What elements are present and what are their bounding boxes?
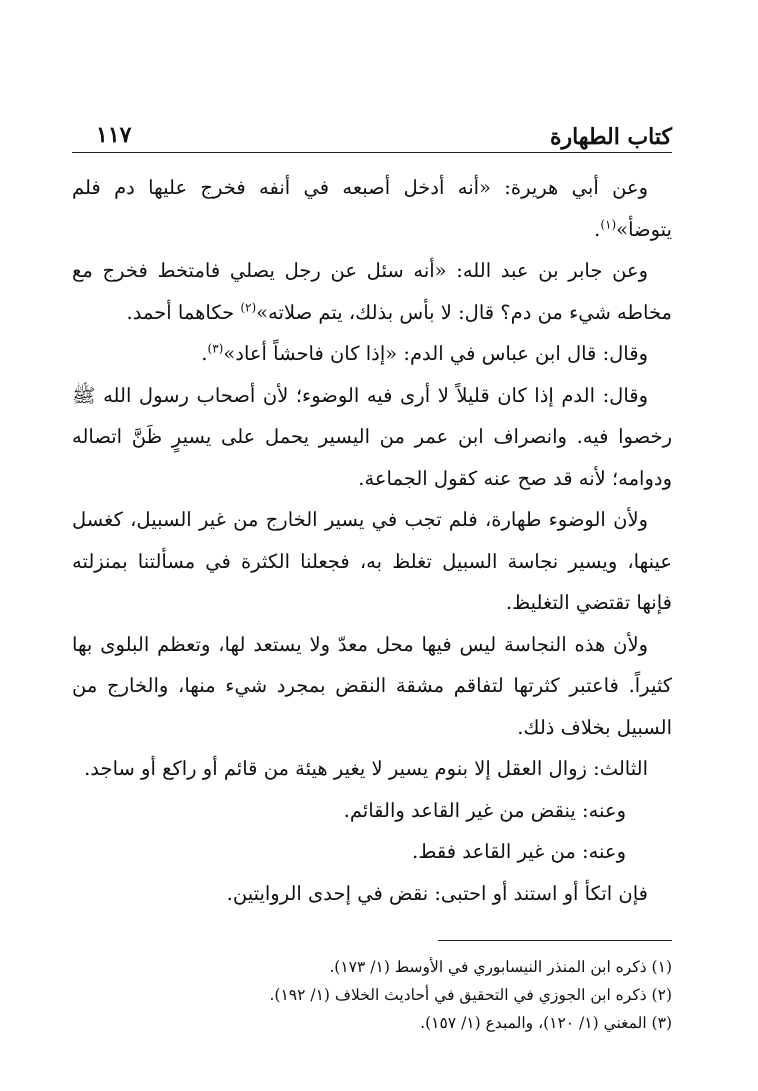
paragraph-ittika: فإن اتكأ أو استند أو احتبى: نقض في إحدى الروايتين. (226, 881, 648, 905)
running-title: كتاب الطهارة (549, 124, 672, 150)
footnotes (72, 953, 672, 1037)
footnote-ref: (٢) (240, 300, 257, 314)
paragraph-jabir: وعن جابر بن عبد الله: «أنه سئل عن رجل يصلي فامتخط فخرج مع مخاطه شيء من دم؟ قال: لا بأس بذلك، يتم صلاته»$^{(٢)}$ حكاهما أحمد. (72, 259, 672, 324)
footnote-ref: (١) (600, 217, 617, 231)
footnote-ref: (٣) (207, 341, 224, 356)
paragraph-ibn-abbas: وقال: قال ابن عباس في الدم: «إذا كان فاحشاً أعاد»$^{(٣)}$. (201, 341, 648, 365)
body-text (72, 167, 672, 914)
paragraph-wudu: ولأن الوضوء طهارة، فلم تجب في يسير الخارج من غير السبيل، كغسل عينها، ويسير نجاسة السبيل تغلظ به، فجعلنا الكثرة في مسألتنا بمنزلته فإنها تقتضي التغليظ. (72, 508, 672, 614)
footnote-3: (٣) المغني (١/ ١٢٠)، والمبدع (١/ ١٥٧). (420, 1014, 672, 1032)
footnote-2: (٢) ذكره ابن الجوزي في التحقيق في أحاديث الخلاف (١/ ١٩٢). (269, 986, 672, 1004)
paragraph-blood: وقال: الدم إذا كان قليلاً لا أرى فيه الوضوء؛ لأن أصحاب رسول الله ﷺ رخصوا فيه. وانصراف ابن عمر من اليسير يحمل على يسيرٍ ظَنَّ اتصاله ودوامه؛ لأنه قد صح عنه كقول الجماعة. (72, 383, 672, 490)
paragraph-najasa: ولأن هذه النجاسة ليس فيها محل معدّ ولا يستعد لها، وتعظم البلوى بها كثيراً. فاعتبر كثرتها لتفاقم مشقة النقض بمجرد شيء منها، والخارج من السبيل بخلاف ذلك. (72, 632, 672, 739)
footnote-divider (438, 940, 672, 941)
document-page (72, 118, 672, 1032)
paragraph-riwaya-1: وعنه: ينقض من غير القاعد والقائم. (343, 798, 626, 822)
paragraph-riwaya-2: وعنه: من غير القاعد فقط. (412, 840, 626, 863)
footnote-1: (١) ذكره ابن المنذر النيسابوري في الأوسط (١/ ١٧٣). (329, 958, 672, 976)
paragraph-third: الثالث: زوال العقل إلا بنوم يسير لا يغير هيئة من قائم أو راكع أو ساجد. (84, 757, 648, 780)
page-header (72, 118, 672, 153)
paragraph-abu-hurayra: وعن أبي هريرة: «أنه أدخل أصبعه في أنفه فخرج عليها دم فلم يتوضأ»$^{(١)}$. (72, 176, 672, 241)
page-number: ١١٧ (96, 122, 132, 148)
